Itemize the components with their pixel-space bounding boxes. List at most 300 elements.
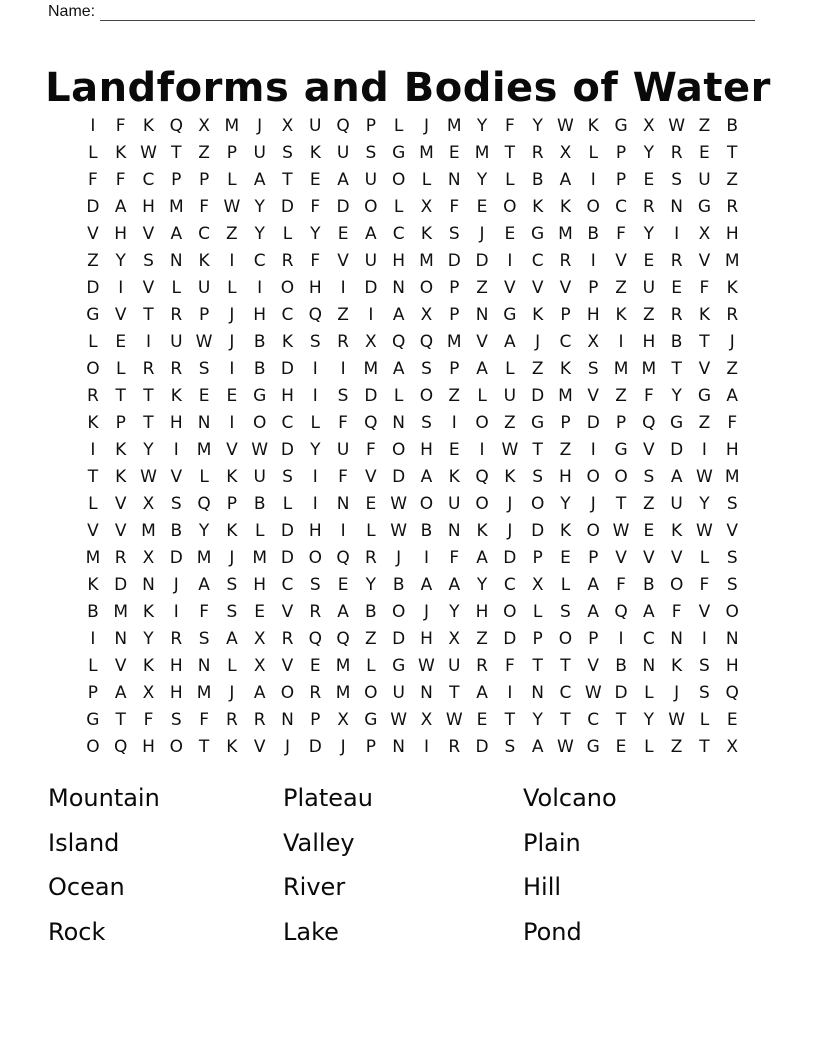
- grid-letter: I: [368, 304, 374, 325]
- grid-letter: A: [643, 601, 655, 622]
- grid-letter: A: [448, 574, 461, 595]
- grid-letter: N: [420, 682, 433, 703]
- grid-letter: B: [615, 655, 627, 676]
- grid-letter: X: [142, 682, 155, 703]
- grid-letter: Y: [476, 115, 488, 136]
- grid-letter: T: [532, 655, 543, 676]
- grid-letter: D: [86, 277, 100, 298]
- grid-letter: V: [170, 466, 183, 487]
- name-blank-line[interactable]: [100, 2, 755, 21]
- grid-letter: P: [171, 169, 182, 190]
- grid-letter: I: [479, 439, 485, 460]
- grid-letter: A: [114, 682, 127, 703]
- grid-letter: T: [282, 169, 293, 190]
- grid-letter: H: [420, 628, 433, 649]
- grid-letter: P: [87, 682, 99, 703]
- grid-letter: J: [396, 547, 402, 568]
- grid-letter: Q: [308, 304, 322, 325]
- grid-letter: G: [392, 142, 406, 163]
- grid-letter: L: [421, 169, 432, 190]
- grid-letter: B: [726, 115, 739, 136]
- grid-letter: A: [420, 574, 433, 595]
- grid-letter: K: [726, 277, 738, 298]
- grid-letter: Y: [699, 493, 710, 514]
- grid-letter: B: [170, 520, 183, 541]
- grid-letter: C: [531, 250, 544, 271]
- grid-letter: T: [560, 709, 571, 730]
- grid-letter: J: [229, 682, 235, 703]
- grid-letter: M: [168, 196, 184, 217]
- grid-letter: A: [170, 223, 183, 244]
- grid-letter: M: [85, 547, 101, 568]
- grid-letter: F: [699, 277, 710, 298]
- grid-letter: W: [668, 115, 686, 136]
- grid-letter: X: [337, 709, 349, 730]
- grid-letter: S: [198, 358, 210, 379]
- grid-letter: J: [423, 115, 429, 136]
- grid-letter: L: [588, 142, 598, 163]
- grid-letter: R: [476, 655, 488, 676]
- grid-letter: O: [558, 628, 573, 649]
- grid-letter: E: [560, 547, 571, 568]
- grid-letter: T: [504, 709, 516, 730]
- grid-letter: K: [198, 250, 210, 271]
- grid-letter: X: [420, 304, 433, 325]
- grid-letter: L: [227, 655, 237, 676]
- grid-letter: H: [169, 682, 183, 703]
- grid-letter: I: [312, 493, 318, 514]
- grid-letter: E: [309, 169, 321, 190]
- grid-letter: M: [419, 142, 434, 163]
- grid-letter: G: [697, 196, 712, 217]
- grid-letter: E: [671, 277, 682, 298]
- grid-letter: F: [199, 709, 209, 730]
- grid-letter: H: [308, 277, 322, 298]
- grid-letter: W: [696, 466, 713, 487]
- grid-letter: S: [699, 682, 710, 703]
- grid-letter: K: [698, 304, 710, 325]
- grid-letter: N: [197, 412, 211, 433]
- grid-letter: P: [198, 304, 210, 325]
- grid-letter: J: [284, 736, 290, 757]
- grid-letter: J: [257, 115, 263, 136]
- grid-letter: D: [280, 358, 295, 379]
- grid-letter: O: [169, 736, 183, 757]
- grid-letter: I: [312, 385, 318, 406]
- grid-letter: L: [88, 655, 98, 676]
- grid-letter: O: [586, 520, 600, 541]
- grid-letter: T: [143, 385, 154, 406]
- grid-letter: Z: [643, 493, 655, 514]
- grid-letter: P: [226, 142, 238, 163]
- grid-letter: J: [590, 493, 596, 514]
- grid-letter: I: [701, 439, 707, 460]
- grid-letter: E: [448, 142, 460, 163]
- grid-letter: N: [447, 169, 461, 190]
- grid-letter: D: [614, 682, 628, 703]
- grid-letter: U: [392, 682, 405, 703]
- grid-letter: U: [253, 466, 266, 487]
- grid-letter: X: [643, 115, 655, 136]
- name-label: Name:: [48, 3, 96, 20]
- grid-letter: X: [253, 628, 266, 649]
- grid-letter: V: [504, 277, 516, 298]
- grid-letter: S: [337, 385, 349, 406]
- grid-letter: P: [532, 628, 543, 649]
- grid-letter: Z: [226, 223, 238, 244]
- grid-letter: V: [615, 250, 627, 271]
- grid-letter: S: [726, 493, 738, 514]
- grid-letter: H: [142, 196, 155, 217]
- grid-letter: O: [669, 574, 684, 595]
- grid-letter: S: [198, 628, 210, 649]
- grid-letter: O: [252, 412, 267, 433]
- grid-letter: R: [170, 628, 183, 649]
- grid-letter: V: [281, 655, 294, 676]
- grid-letter: L: [644, 682, 654, 703]
- grid-letter: A: [587, 574, 600, 595]
- grid-letter: H: [420, 439, 433, 460]
- grid-letter: P: [615, 412, 627, 433]
- grid-letter: O: [280, 277, 295, 298]
- grid-letter: N: [336, 493, 350, 514]
- grid-letter: F: [199, 196, 209, 217]
- grid-letter: U: [503, 385, 517, 406]
- grid-letter: W: [501, 439, 519, 460]
- grid-letter: L: [505, 169, 515, 190]
- grid-letter: E: [309, 655, 321, 676]
- grid-letter: G: [531, 223, 545, 244]
- grid-letter: Q: [336, 547, 350, 568]
- grid-letter: Z: [726, 169, 739, 190]
- grid-letter: K: [532, 304, 544, 325]
- word-list-item: Ocean: [48, 873, 125, 902]
- grid-letter: Z: [504, 412, 516, 433]
- grid-letter: J: [507, 520, 513, 541]
- grid-letter: L: [227, 277, 237, 298]
- grid-letter: W: [612, 520, 630, 541]
- grid-letter: L: [282, 223, 293, 244]
- grid-letter: V: [698, 358, 711, 379]
- grid-letter: H: [114, 223, 128, 244]
- grid-letter: V: [114, 655, 127, 676]
- grid-letter: K: [142, 601, 155, 622]
- grid-letter: R: [170, 304, 183, 325]
- grid-letter: F: [338, 412, 348, 433]
- grid-letter: O: [725, 601, 739, 622]
- grid-letter: O: [86, 736, 100, 757]
- grid-letter: R: [142, 358, 155, 379]
- grid-letter: F: [449, 196, 460, 217]
- grid-letter: G: [697, 385, 712, 406]
- grid-letter: G: [86, 304, 100, 325]
- grid-letter: I: [340, 277, 346, 298]
- grid-letter: M: [446, 331, 462, 352]
- grid-letter: P: [226, 493, 238, 514]
- grid-letter: E: [615, 736, 627, 757]
- grid-letter: K: [281, 331, 294, 352]
- grid-letter: Y: [115, 250, 126, 271]
- word-list-item: Valley: [283, 828, 355, 857]
- grid-letter: B: [643, 574, 655, 595]
- grid-letter: M: [335, 682, 351, 703]
- grid-letter: X: [253, 655, 266, 676]
- grid-letter: I: [701, 628, 707, 649]
- grid-letter: M: [419, 250, 434, 271]
- grid-letter: S: [309, 331, 321, 352]
- grid-letter: C: [281, 304, 294, 325]
- grid-letter: B: [253, 493, 266, 514]
- grid-letter: K: [587, 115, 599, 136]
- grid-letter: V: [114, 493, 127, 514]
- grid-letter: K: [476, 520, 488, 541]
- grid-letter: X: [448, 628, 461, 649]
- grid-letter: M: [252, 547, 268, 568]
- grid-letter: U: [448, 493, 461, 514]
- grid-letter: G: [670, 412, 684, 433]
- grid-letter: C: [392, 223, 405, 244]
- grid-letter: X: [198, 115, 210, 136]
- grid-letter: L: [115, 358, 126, 379]
- grid-letter: C: [503, 574, 516, 595]
- grid-letter: R: [448, 736, 461, 757]
- grid-letter: D: [280, 547, 295, 568]
- grid-letter: Z: [698, 412, 711, 433]
- grid-letter: V: [476, 331, 488, 352]
- grid-letter: O: [503, 196, 517, 217]
- grid-letter: R: [670, 250, 683, 271]
- grid-letter: V: [531, 277, 544, 298]
- grid-letter: B: [253, 358, 266, 379]
- word-list: [48, 776, 758, 954]
- word-list-item: Plateau: [283, 784, 373, 813]
- grid-letter: P: [588, 628, 599, 649]
- grid-letter: A: [198, 574, 210, 595]
- grid-letter: Y: [310, 439, 321, 460]
- grid-letter: W: [390, 520, 408, 541]
- name-row: [48, 2, 755, 21]
- grid-letter: R: [86, 385, 99, 406]
- grid-letter: O: [364, 682, 378, 703]
- word-list-item: Plain: [523, 828, 581, 857]
- grid-letter: E: [365, 493, 377, 514]
- grid-letter: J: [535, 331, 541, 352]
- grid-letter: O: [475, 493, 489, 514]
- grid-letter: T: [699, 736, 710, 757]
- grid-letter: K: [559, 358, 572, 379]
- grid-letter: Q: [725, 682, 739, 703]
- grid-letter: S: [726, 574, 738, 595]
- grid-letter: I: [507, 682, 513, 703]
- grid-letter: A: [476, 547, 488, 568]
- grid-letter: V: [114, 520, 127, 541]
- grid-letter: L: [199, 466, 209, 487]
- grid-letter: V: [726, 520, 739, 541]
- grid-letter: H: [475, 601, 489, 622]
- grid-letter: R: [670, 304, 683, 325]
- grid-letter: Y: [476, 574, 488, 595]
- grid-letter: A: [365, 223, 377, 244]
- grid-letter: A: [253, 682, 266, 703]
- grid-letter: Y: [532, 709, 543, 730]
- grid-letter: F: [310, 250, 321, 271]
- grid-letter: N: [670, 196, 683, 217]
- grid-letter: J: [229, 304, 235, 325]
- grid-letter: G: [531, 412, 545, 433]
- grid-letter: Z: [87, 250, 99, 271]
- grid-letter: I: [340, 358, 346, 379]
- grid-letter: J: [479, 223, 485, 244]
- grid-letter: I: [90, 115, 96, 136]
- grid-letter: V: [337, 250, 349, 271]
- grid-letter: S: [226, 601, 238, 622]
- grid-letter: N: [447, 520, 461, 541]
- grid-letter: A: [253, 169, 266, 190]
- grid-letter: P: [365, 115, 376, 136]
- grid-letter: U: [448, 655, 461, 676]
- grid-letter: S: [532, 466, 544, 487]
- grid-letter: K: [532, 196, 544, 217]
- grid-letter: T: [671, 358, 682, 379]
- grid-letter: N: [670, 628, 683, 649]
- grid-letter: D: [392, 628, 406, 649]
- grid-letter: E: [115, 331, 127, 352]
- grid-letter: W: [557, 736, 574, 757]
- grid-letter: C: [142, 169, 155, 190]
- grid-letter: I: [590, 169, 596, 190]
- grid-letter: V: [253, 736, 266, 757]
- grid-letter: O: [391, 439, 406, 460]
- grid-letter: L: [477, 385, 487, 406]
- grid-letter: Y: [254, 196, 265, 217]
- grid-letter: U: [336, 142, 350, 163]
- grid-letter: F: [338, 466, 348, 487]
- grid-letter: I: [618, 331, 624, 352]
- grid-letter: K: [448, 466, 460, 487]
- grid-letter: I: [507, 250, 513, 271]
- grid-letter: M: [141, 520, 156, 541]
- grid-letter: E: [476, 196, 488, 217]
- grid-letter: A: [587, 601, 600, 622]
- grid-letter: Z: [698, 115, 711, 136]
- grid-letter: Q: [169, 115, 183, 136]
- grid-letter: I: [118, 277, 124, 298]
- grid-letter: D: [503, 547, 517, 568]
- grid-letter: F: [504, 115, 515, 136]
- grid-letter: T: [615, 493, 627, 514]
- grid-letter: O: [308, 547, 322, 568]
- grid-letter: H: [559, 466, 572, 487]
- grid-letter: V: [615, 547, 627, 568]
- grid-letter: W: [140, 466, 157, 487]
- grid-letter: M: [113, 601, 129, 622]
- grid-letter: A: [726, 385, 739, 406]
- grid-letter: K: [615, 304, 627, 325]
- grid-letter: Z: [726, 358, 739, 379]
- grid-letter: A: [476, 682, 488, 703]
- grid-letter: A: [670, 466, 683, 487]
- grid-letter: Y: [643, 142, 655, 163]
- grid-letter: O: [419, 493, 434, 514]
- grid-letter: H: [586, 304, 600, 325]
- grid-letter: V: [87, 223, 99, 244]
- grid-letter: T: [615, 709, 627, 730]
- grid-letter: F: [504, 655, 515, 676]
- grid-letter: T: [504, 142, 516, 163]
- grid-letter: Q: [642, 412, 656, 433]
- grid-letter: K: [170, 385, 182, 406]
- grid-letter: F: [115, 169, 126, 190]
- grid-letter: Z: [337, 304, 349, 325]
- grid-letter: E: [476, 709, 488, 730]
- grid-letter: S: [421, 358, 432, 379]
- grid-letter: F: [310, 196, 321, 217]
- grid-letter: R: [253, 709, 266, 730]
- grid-letter: N: [475, 304, 489, 325]
- grid-letter: E: [504, 223, 516, 244]
- grid-letter: X: [420, 709, 433, 730]
- grid-letter: J: [674, 682, 680, 703]
- grid-letter: X: [420, 196, 433, 217]
- grid-letter: U: [364, 169, 378, 190]
- grid-letter: L: [366, 655, 376, 676]
- grid-letter: J: [729, 331, 735, 352]
- grid-letter: D: [336, 196, 350, 217]
- grid-letter: U: [309, 115, 322, 136]
- grid-letter: R: [726, 196, 739, 217]
- grid-letter: K: [671, 520, 683, 541]
- grid-letter: Q: [475, 466, 489, 487]
- grid-letter: R: [309, 682, 322, 703]
- grid-letter: M: [724, 466, 740, 487]
- grid-letter: N: [281, 709, 294, 730]
- grid-letter: M: [446, 115, 462, 136]
- grid-letter: K: [142, 115, 155, 136]
- grid-letter: M: [724, 250, 740, 271]
- grid-letter: P: [560, 304, 571, 325]
- grid-letter: T: [198, 736, 210, 757]
- grid-letter: L: [699, 709, 710, 730]
- grid-letter: N: [531, 682, 544, 703]
- grid-letter: D: [364, 277, 378, 298]
- grid-letter: S: [699, 655, 710, 676]
- grid-letter: S: [170, 493, 182, 514]
- grid-letter: D: [308, 736, 322, 757]
- grid-letter: V: [559, 277, 572, 298]
- grid-letter: Y: [532, 115, 543, 136]
- grid-letter: W: [223, 196, 241, 217]
- grid-letter: E: [643, 250, 655, 271]
- grid-letter: Q: [614, 601, 628, 622]
- grid-letter: L: [310, 412, 321, 433]
- grid-letter: V: [643, 439, 655, 460]
- grid-letter: V: [587, 385, 600, 406]
- grid-letter: O: [419, 277, 434, 298]
- grid-letter: R: [114, 547, 127, 568]
- grid-letter: S: [504, 736, 516, 757]
- grid-letter: Y: [560, 493, 571, 514]
- grid-letter: D: [475, 736, 489, 757]
- grid-letter: W: [390, 709, 408, 730]
- grid-letter: S: [282, 466, 293, 487]
- grid-letter: C: [642, 628, 655, 649]
- grid-letter: Y: [449, 601, 460, 622]
- grid-letter: F: [643, 385, 654, 406]
- grid-letter: D: [475, 250, 489, 271]
- grid-letter: V: [698, 250, 711, 271]
- grid-letter: C: [198, 223, 211, 244]
- grid-letter: B: [253, 331, 266, 352]
